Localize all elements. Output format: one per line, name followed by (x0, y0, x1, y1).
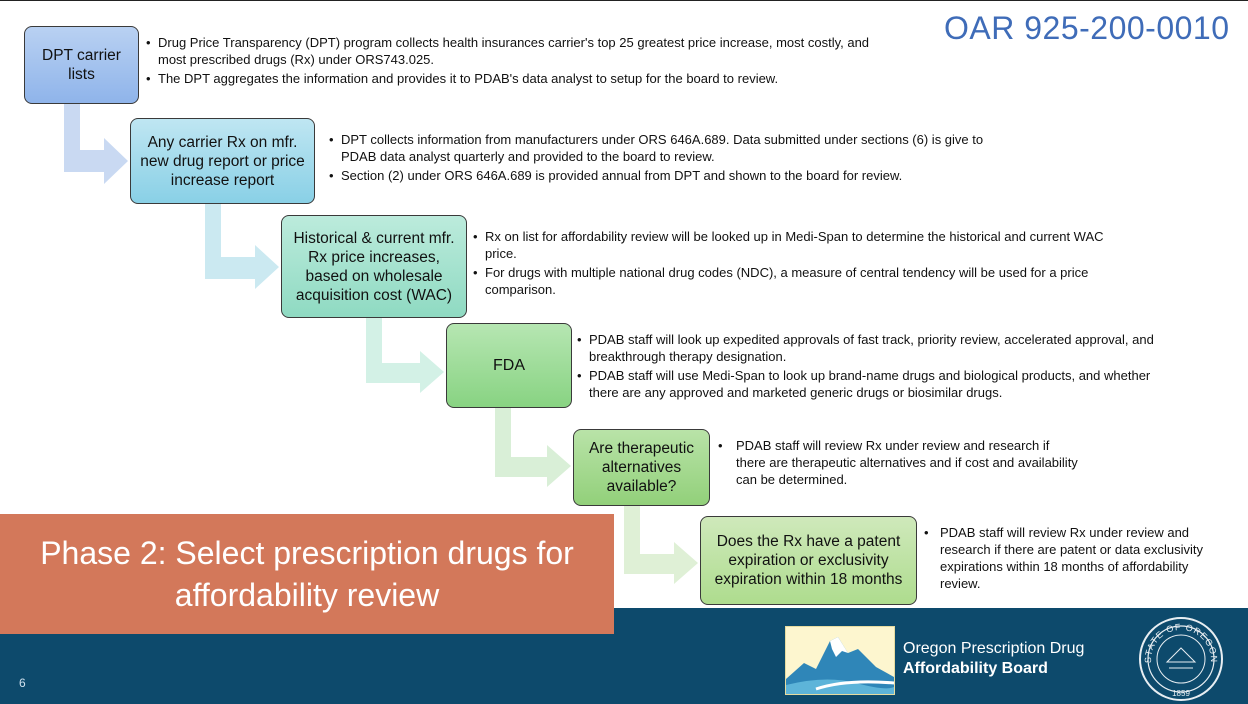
step-6-bullets (924, 524, 1214, 594)
org-name-line2: Affordability Board (903, 660, 1048, 677)
seal-year: 1859 (1172, 689, 1190, 698)
step-2-bullets (329, 131, 1009, 186)
bullet-item: • For drugs with multiple national drug codes (NDC), a measure of central tendency will be used for a price comparison. (473, 264, 1133, 298)
step-box-dpt-carrier-lists: DPT carrier lists (24, 26, 139, 104)
bullet-item: • PDAB staff will look up expedited approvals of fast track, priority review, accelerated approval, and breakthrough therapy designation. (577, 331, 1177, 365)
org-name (903, 639, 1084, 679)
bullet-item: • PDAB staff will review Rx under review and research if there are therapeutic alternatives and if cost and availability can be determined. (718, 437, 1078, 488)
step-5-bullets (718, 437, 1078, 490)
step-4-bullets (577, 331, 1177, 403)
connector-arrow-3 (366, 318, 444, 393)
phase-title: Phase 2: Select prescription drugs for affordability review (0, 514, 614, 634)
step-1-bullets (146, 34, 876, 89)
connector-arrow-5 (624, 506, 698, 584)
oar-reference: OAR 925-200-0010 (944, 10, 1230, 46)
mountain-logo-icon (785, 626, 895, 695)
connector-arrow-1 (64, 104, 128, 184)
bullet-item: • Rx on list for affordability review will be looked up in Medi-Span to determine the historical and current WAC price. (473, 228, 1133, 262)
bullet-item: • The DPT aggregates the information and provides it to PDAB's data analyst to setup for the board to review. (146, 70, 876, 87)
page-number: 6 (19, 676, 26, 690)
connector-arrow-2 (205, 204, 279, 289)
step-box-price-increases: Historical & current mfr. Rx price increases, based on wholesale acquisition cost (WAC) (281, 215, 467, 318)
step-box-therapeutic-alternatives: Are therapeutic alternatives available? (573, 429, 710, 506)
state-seal-icon (1137, 616, 1225, 702)
step-box-fda: FDA (446, 323, 572, 408)
bullet-item: • PDAB staff will review Rx under review and research if there are patent or data exclusivity expirations within 18 months of affordability review. (924, 524, 1214, 592)
org-name-line1: Oregon Prescription Drug (903, 640, 1085, 657)
bullet-item: • Section (2) under ORS 646A.689 is provided annual from DPT and shown to the board for review. (329, 167, 1009, 184)
seal-top-text: STATE OF OREGON (1142, 621, 1220, 664)
bullet-item: • Drug Price Transparency (DPT) program collects health insurances carrier's top 25 greatest price increase, most costly, and most prescribed drugs (Rx) under ORS743.025. (146, 34, 876, 68)
step-box-carrier-rx-reports: Any carrier Rx on mfr. new drug report or price increase report (130, 118, 315, 204)
bullet-item: • DPT collects information from manufacturers under ORS 646A.689. Data submitted under sections (6) is give to PDAB data analyst quarterly and provided to the board to review. (329, 131, 1009, 165)
bullet-item: • PDAB staff will use Medi-Span to look up brand-name drugs and biological products, and whether there are any approved and marketed generic drugs or biosimilar drugs. (577, 367, 1177, 401)
connector-arrow-4 (495, 408, 571, 487)
step-3-bullets (473, 228, 1133, 300)
step-box-patent-expiration: Does the Rx have a patent expiration or exclusivity expiration within 18 months (700, 516, 917, 605)
